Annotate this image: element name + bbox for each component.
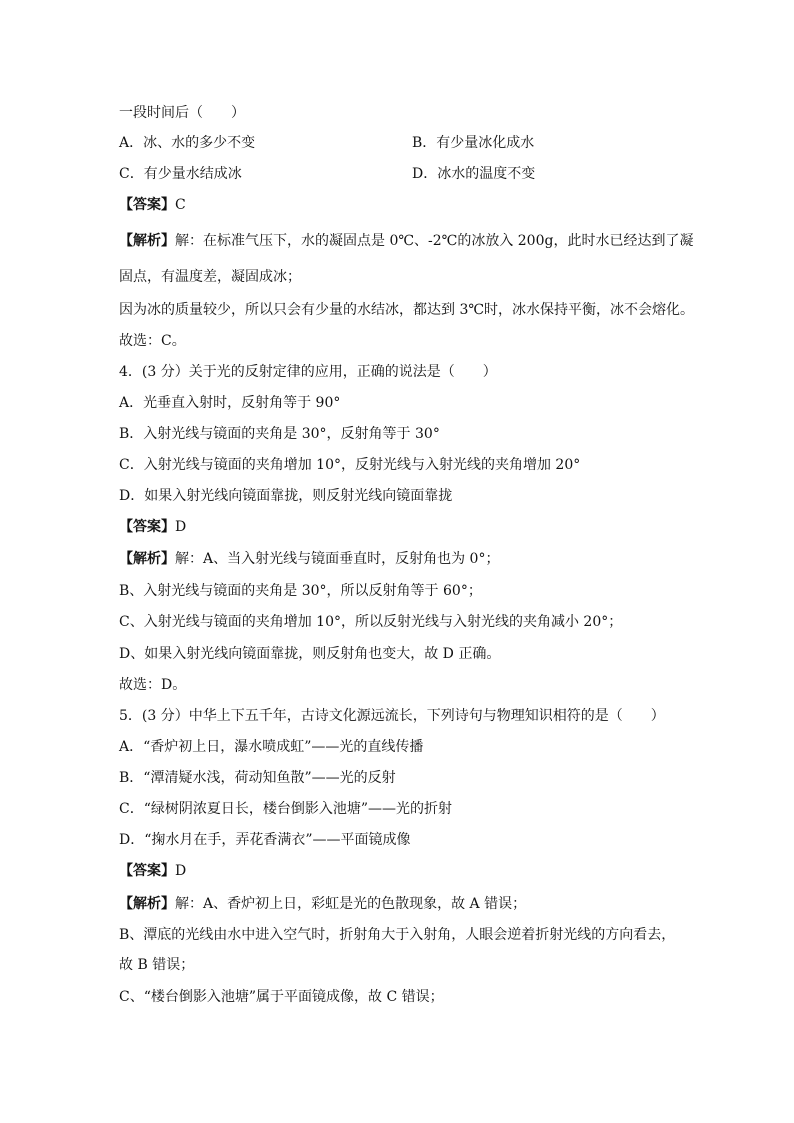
q3-answer-label: 【答案】 <box>119 197 175 213</box>
q4-option-d: D．如果入射光线向镜面靠拢，则反射光线向镜面靠拢 <box>119 488 453 504</box>
q4-analysis-label: 【解析】 <box>119 551 175 567</box>
q5-analysis-text-1: 解：A、香炉初上日，彩虹是光的色散现象，故 A 错误； <box>175 896 527 912</box>
q4-option-a: A．光垂直入射时，反射角等于 90° <box>119 395 341 411</box>
q4-analysis-line-2: B、入射光线与镜面的夹角是 30°，所以反射角等于 60°； <box>119 583 482 599</box>
q3-answer <box>119 196 186 214</box>
q3-answer-value: C <box>175 197 186 213</box>
q3-analysis-line-2: 固点，有温度差，凝固成冰； <box>119 269 301 285</box>
q4-analysis-line-4: D、如果入射光线向镜面靠拢，则反射角也变大，故 D 正确。 <box>119 646 501 662</box>
q3-option-a: A．冰、水的多少不变 <box>119 135 256 151</box>
q4-stem: 4．(3 分）关于光的反射定律的应用，正确的说法是（ ） <box>119 364 497 380</box>
q4-answer-value: D <box>175 519 187 535</box>
q5-analysis-line-1 <box>119 895 526 913</box>
q5-answer-label: 【答案】 <box>119 863 175 879</box>
q5-analysis-label: 【解析】 <box>119 896 175 912</box>
q5-analysis-line-2: B、潭底的光线由水中进入空气时，折射角大于入射角，人眼会逆着折射光线的方向看去， <box>119 927 676 943</box>
q3-analysis-text-1: 解：在标准气压下，水的凝固点是 0℃、-2℃的冰放入 200g，此时水已经达到了凝 <box>175 233 694 249</box>
q5-stem: 5．(3 分）中华上下五千年，古诗文化源远流长，下列诗句与物理知识相符的是（ ） <box>119 708 665 724</box>
q3-analysis-line-3: 因为冰的质量较少，所以只会有少量的水结冰，都达到 3℃时，冰水保持平衡，冰不会熔化。 <box>119 302 695 318</box>
q4-answer-label: 【答案】 <box>119 519 175 535</box>
q3-option-b: B．有少量冰化成水 <box>412 135 535 151</box>
q4-option-b: B．入射光线与镜面的夹角是 30°，反射角等于 30° <box>119 426 440 442</box>
q3-choose: 故选：C。 <box>119 333 186 349</box>
q5-option-b: B．“潭清疑水浅，荷动知鱼散”——光的反射 <box>119 770 396 786</box>
q5-answer <box>119 862 186 880</box>
q5-answer-value: D <box>175 863 187 879</box>
q5-analysis-line-4: C、“楼台倒影入池塘”属于平面镜成像，故 C 错误； <box>119 989 444 1005</box>
q4-answer <box>119 518 186 536</box>
q5-option-d: D．“掬水月在手，弄花香满衣”——平面镜成像 <box>119 832 411 848</box>
q4-analysis-line-1 <box>119 550 499 568</box>
q5-option-a: A．“香炉初上日，瀑水喷成虹”——光的直线传播 <box>119 739 424 755</box>
q4-option-c: C．入射光线与镜面的夹角增加 10°，反射光线与入射光线的夹角增加 20° <box>119 457 581 473</box>
q3-option-d: D．冰水的温度不变 <box>412 166 536 182</box>
q3-analysis-line-1 <box>119 232 693 250</box>
q4-analysis-line-3: C、入射光线与镜面的夹角增加 10°，所以反射光线与入射光线的夹角减小 20°； <box>119 614 623 630</box>
q3-stem-tail: 一段时间后（ ） <box>119 105 245 121</box>
q4-choose: 故选：D。 <box>119 677 187 693</box>
q5-analysis-line-3: 故 B 错误； <box>119 957 195 973</box>
q4-analysis-text-1: 解：A、当入射光线与镜面垂直时，反射角也为 0°； <box>175 551 500 567</box>
q3-option-c: C．有少量水结成冰 <box>119 166 242 182</box>
q3-analysis-label: 【解析】 <box>119 233 175 249</box>
q5-option-c: C．“绿树阴浓夏日长，楼台倒影入池塘”——光的折射 <box>119 801 453 817</box>
